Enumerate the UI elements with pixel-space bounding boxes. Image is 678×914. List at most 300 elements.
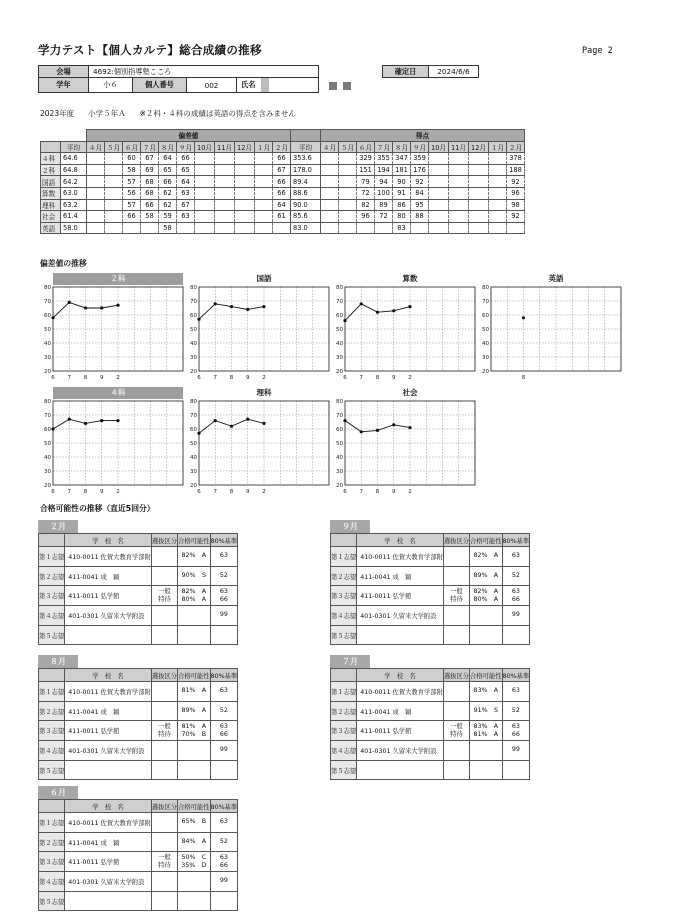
choice-rank: 第５志望 [331, 625, 357, 645]
venue-value: 4692:個別指導塾こころ [89, 66, 319, 78]
criterion-value [210, 760, 238, 780]
selection-type [151, 566, 177, 586]
dev-cell [87, 222, 105, 234]
score-average: 88.6 [291, 187, 321, 199]
criterion-header: 80%基準 [502, 534, 530, 547]
score-cell: 84 [411, 187, 429, 199]
dev-average: 63.2 [61, 199, 87, 211]
grade-value: 小６ [89, 78, 133, 93]
score-row [41, 176, 525, 188]
month-header: ７月 [141, 141, 159, 153]
chart-plot [330, 273, 490, 383]
score-cell [469, 211, 489, 223]
criterion-header: 80%基準 [210, 800, 238, 813]
subject-label: 理科 [41, 199, 61, 211]
selection-header: 選抜区分 [151, 800, 177, 813]
score-cell [339, 164, 357, 176]
y-tick-label: 20 [44, 483, 51, 489]
choice-rank: 第４志望 [39, 606, 65, 626]
score-cell [321, 211, 339, 223]
y-tick-label: 60 [44, 313, 51, 319]
score-cell: 92 [507, 211, 525, 223]
pass-possibility [178, 625, 210, 645]
selection-type: 一般 特待 [151, 852, 177, 872]
deviation-chart [184, 273, 344, 383]
school-name: 411-0041 成 穎 [65, 701, 152, 721]
selection-header: 選抜区分 [443, 669, 469, 682]
y-tick-label: 70 [482, 299, 489, 305]
month-header: 10月 [195, 141, 215, 153]
choice-rank: 第１志望 [39, 682, 65, 702]
criterion-value: 52 [210, 832, 238, 852]
dev-cell: 69 [141, 164, 159, 176]
school-header: 学 校 名 [65, 800, 152, 813]
pass-row [39, 741, 238, 761]
dev-average: 63.0 [61, 187, 87, 199]
chart-plot [38, 387, 198, 497]
dev-average: 61.4 [61, 211, 87, 223]
criterion-header: 80%基準 [210, 669, 238, 682]
y-tick-label: 20 [190, 483, 197, 489]
dev-average: 64.2 [61, 176, 87, 188]
selection-type [443, 760, 469, 780]
criterion-value: 63 [210, 547, 238, 567]
dev-cell [235, 164, 255, 176]
id-value: 002 [187, 78, 237, 93]
choice-rank: 第３志望 [39, 852, 65, 872]
score-average: 178.0 [291, 164, 321, 176]
x-tick-label: 8 [375, 375, 380, 381]
dev-cell [195, 164, 215, 176]
score-cell: 86 [393, 199, 411, 211]
selection-type: 一般 特待 [151, 586, 177, 606]
y-tick-label: 20 [336, 483, 343, 489]
choice-rank: 第２志望 [39, 566, 65, 586]
dev-cell [235, 199, 255, 211]
chart-title: ２科 [53, 273, 183, 285]
month-header: 10月 [429, 141, 449, 153]
pass-possibility: 83% A 81% A [470, 721, 502, 741]
data-point [360, 302, 363, 305]
y-tick-label: 80 [44, 399, 51, 405]
data-point [392, 423, 395, 426]
dev-cell [235, 153, 255, 165]
choice-rank: 第３志望 [39, 721, 65, 741]
dev-average: 64.6 [61, 153, 87, 165]
dev-cell [235, 187, 255, 199]
school-name: 401-0301 久留米大学附設 [65, 741, 152, 761]
chart-plot [38, 273, 198, 383]
month-header: ４月 [321, 141, 339, 153]
pass-possibility [470, 606, 502, 626]
month-header: 12月 [469, 141, 489, 153]
avg-header: 平均 [61, 141, 87, 153]
dev-cell [215, 211, 235, 223]
x-tick-label: 2 [262, 489, 266, 495]
pass-possibility [470, 760, 502, 780]
criterion-value: 63 66 [502, 721, 530, 741]
choice-rank: 第５志望 [39, 891, 65, 911]
deviation-chart [330, 387, 490, 497]
selection-type [443, 701, 469, 721]
score-cell [339, 211, 357, 223]
criterion-value: 99 [210, 741, 238, 761]
dev-cell [235, 176, 255, 188]
dev-cell [123, 222, 141, 234]
x-tick-label: 7 [213, 375, 217, 381]
score-cell [469, 176, 489, 188]
score-cell [429, 199, 449, 211]
criterion-value [210, 625, 238, 645]
dev-cell [105, 199, 123, 211]
school-name: 411-0041 成 穎 [65, 832, 152, 852]
school-name: 411-0011 弘学館 [65, 586, 152, 606]
dev-cell [141, 222, 159, 234]
year: 2023年度 [40, 109, 75, 118]
dev-cell: 59 [159, 211, 177, 223]
data-point [51, 316, 54, 319]
school-name: 411-0041 成 穎 [357, 566, 444, 586]
score-cell: 151 [357, 164, 375, 176]
course: 小学５年Ａ [88, 109, 126, 118]
score-cell [429, 222, 449, 234]
data-point [84, 422, 87, 425]
score-cell [489, 187, 507, 199]
score-row [41, 222, 525, 234]
pass-row [39, 721, 238, 741]
score-cell: 92 [411, 176, 429, 188]
y-tick-label: 50 [190, 441, 197, 447]
dev-cell [105, 176, 123, 188]
score-average: 83.0 [291, 222, 321, 234]
score-row [41, 164, 525, 176]
x-tick-label: 7 [359, 375, 363, 381]
score-cell [339, 176, 357, 188]
pass-table [330, 668, 530, 780]
selection-type [443, 625, 469, 645]
y-tick-label: 60 [336, 313, 343, 319]
pass-possibility: 84% A [178, 832, 210, 852]
y-tick-label: 40 [336, 341, 343, 347]
pass-row [39, 813, 238, 833]
choice-rank: 第３志望 [39, 586, 65, 606]
dev-cell: 66 [273, 153, 291, 165]
pass-possibility [178, 872, 210, 892]
pass-possibility [470, 625, 502, 645]
school-name: 401-0301 久留米大学附設 [357, 741, 444, 761]
data-point [68, 301, 71, 304]
y-tick-label: 20 [336, 369, 343, 375]
student-info-table [38, 65, 479, 93]
dev-cell [87, 211, 105, 223]
dev-cell: 66 [177, 153, 195, 165]
month-header: 11月 [215, 141, 235, 153]
data-point [197, 432, 200, 435]
chart-title: 英語 [548, 274, 564, 283]
x-tick-label: 8 [375, 489, 380, 495]
score-row [41, 211, 525, 223]
choice-rank: 第５志望 [39, 760, 65, 780]
pass-row [331, 586, 530, 606]
data-point [116, 419, 119, 422]
dev-cell: 63 [177, 187, 195, 199]
pass-table [38, 799, 238, 911]
dev-group-header: 偏差値 [87, 130, 291, 142]
score-cell: 82 [357, 199, 375, 211]
pass-row [331, 760, 530, 780]
dev-cell: 64 [159, 153, 177, 165]
dev-cell [273, 222, 291, 234]
selection-type [151, 682, 177, 702]
y-tick-label: 50 [336, 441, 343, 447]
school-header: 学 校 名 [357, 534, 444, 547]
criterion-value: 52 [502, 566, 530, 586]
school-name [65, 625, 152, 645]
school-header: 学 校 名 [65, 669, 152, 682]
y-tick-label: 20 [190, 369, 197, 375]
selection-type [443, 682, 469, 702]
confirm-label: 確定日 [383, 66, 429, 78]
dev-cell: 57 [123, 199, 141, 211]
pass-table [38, 533, 238, 645]
data-point [360, 430, 363, 433]
school-name: 410-0011 佐賀大教育学部附 [357, 547, 444, 567]
pass-possibility: 83% A [470, 682, 502, 702]
y-tick-label: 80 [190, 399, 197, 405]
score-table [40, 129, 525, 234]
score-cell: 188 [507, 164, 525, 176]
criterion-header: 80%基準 [502, 669, 530, 682]
selection-type [151, 891, 177, 911]
score-cell [469, 164, 489, 176]
score-cell: 83 [393, 222, 411, 234]
score-cell [469, 199, 489, 211]
choice-rank: 第２志望 [331, 566, 357, 586]
y-tick-label: 30 [336, 355, 343, 361]
choice-rank: 第１志望 [331, 547, 357, 567]
score-cell: 72 [375, 211, 393, 223]
subject-label: 国語 [41, 176, 61, 188]
month-header: ２月 [507, 141, 525, 153]
dev-cell [105, 153, 123, 165]
month-header: １月 [255, 141, 273, 153]
avg-header: 平均 [291, 141, 321, 153]
score-cell: 88 [411, 211, 429, 223]
dev-cell: 68 [141, 187, 159, 199]
y-tick-label: 60 [482, 313, 489, 319]
month-header: ９月 [177, 141, 195, 153]
x-tick-label: 8 [83, 375, 88, 381]
venue-label: 会場 [39, 66, 89, 78]
dev-cell: 63 [177, 211, 195, 223]
criterion-value: 63 66 [210, 852, 238, 872]
dev-average: 64.8 [61, 164, 87, 176]
score-cell: 98 [507, 199, 525, 211]
score-cell: 378 [507, 153, 525, 165]
dev-cell [87, 164, 105, 176]
dev-cell: 66 [141, 199, 159, 211]
criterion-value: 63 [210, 682, 238, 702]
subject-label: ４科 [41, 153, 61, 165]
selection-type [151, 625, 177, 645]
chart-title: 理科 [256, 388, 272, 397]
dev-cell [177, 222, 195, 234]
data-point [343, 419, 346, 422]
data-point [262, 422, 265, 425]
score-cell [429, 164, 449, 176]
dev-cell [105, 164, 123, 176]
school-name: 410-0011 佐賀大教育学部附 [65, 813, 152, 833]
choice-rank: 第２志望 [39, 701, 65, 721]
month-header: ５月 [105, 141, 123, 153]
score-cell: 94 [375, 176, 393, 188]
subject-label: 社会 [41, 211, 61, 223]
criterion-value [210, 891, 238, 911]
data-point [246, 308, 249, 311]
criterion-value: 63 66 [210, 721, 238, 741]
score-cell [449, 211, 469, 223]
selection-type [443, 741, 469, 761]
month-header: ９月 [411, 141, 429, 153]
pass-possibility: 82% A [470, 547, 502, 567]
x-tick-label: 7 [359, 489, 363, 495]
deviation-chart [38, 273, 198, 383]
pass-row [39, 606, 238, 626]
selection-type: 一般 特待 [443, 721, 469, 741]
x-tick-label: 7 [67, 375, 71, 381]
dev-cell [105, 211, 123, 223]
dev-cell [255, 222, 273, 234]
pass-possibility: 82% A 80% A [178, 586, 210, 606]
pass-row [39, 682, 238, 702]
data-point [262, 305, 265, 308]
x-tick-label: 2 [408, 489, 412, 495]
dev-cell: 66 [159, 176, 177, 188]
pass-table [38, 668, 238, 780]
y-tick-label: 40 [190, 455, 197, 461]
school-name: 411-0011 弘学館 [357, 721, 444, 741]
school-name: 411-0041 成 穎 [357, 701, 444, 721]
score-cell: 89 [375, 199, 393, 211]
data-point [116, 304, 119, 307]
pass-possibility: 91% S [470, 701, 502, 721]
x-tick-label: 9 [100, 489, 104, 495]
score-cell [321, 153, 339, 165]
score-cell [375, 222, 393, 234]
month-header: ８月 [159, 141, 177, 153]
dev-cell: 58 [159, 222, 177, 234]
y-tick-label: 50 [482, 327, 489, 333]
pass-row [39, 852, 238, 872]
score-cell [339, 187, 357, 199]
x-tick-label: 9 [392, 375, 396, 381]
dev-cell: 64 [273, 199, 291, 211]
dev-cell: 68 [141, 176, 159, 188]
choice-rank: 第１志望 [39, 547, 65, 567]
x-tick-label: 6 [51, 375, 55, 381]
dev-cell: 58 [123, 164, 141, 176]
selection-type [151, 813, 177, 833]
score-cell [429, 176, 449, 188]
subject-label: 英語 [41, 222, 61, 234]
month-tab: ６月 [38, 786, 78, 799]
possibility-header: 合格可能性 [178, 669, 210, 682]
school-name [65, 891, 152, 911]
choice-rank: 第４志望 [39, 872, 65, 892]
score-cell: 96 [507, 187, 525, 199]
page-title: 学力テスト【個人カルテ】総合成績の推移 [38, 43, 262, 57]
school-name: 410-0011 佐賀大教育学部附 [65, 547, 152, 567]
dev-cell [87, 176, 105, 188]
score-cell [339, 199, 357, 211]
possibility-header: 合格可能性 [470, 534, 502, 547]
choice-rank: 第１志望 [39, 813, 65, 833]
score-cell [507, 222, 525, 234]
score-cell [339, 153, 357, 165]
score-average: 353.6 [291, 153, 321, 165]
score-cell [489, 153, 507, 165]
pass-row [39, 701, 238, 721]
charts-title: 偏差値の推移 [40, 259, 87, 268]
y-tick-label: 80 [44, 285, 51, 291]
criterion-value: 52 [502, 701, 530, 721]
pass-row [331, 547, 530, 567]
possibility-header: 合格可能性 [178, 534, 210, 547]
x-tick-label: 2 [408, 375, 412, 381]
pass-possibility: 90% S [178, 566, 210, 586]
school-name [357, 625, 444, 645]
score-cell: 347 [393, 153, 411, 165]
y-tick-label: 30 [44, 355, 51, 361]
school-header: 学 校 名 [357, 669, 444, 682]
name-redaction [261, 78, 269, 92]
data-point [214, 302, 217, 305]
x-tick-label: 2 [262, 375, 266, 381]
dev-cell [255, 187, 273, 199]
choice-rank: 第４志望 [39, 741, 65, 761]
y-tick-label: 30 [336, 469, 343, 475]
score-cell [429, 153, 449, 165]
chart-plot [330, 387, 490, 497]
deviation-chart [476, 273, 636, 383]
month-tab: ７月 [330, 655, 370, 668]
pass-row [39, 872, 238, 892]
data-point [408, 305, 411, 308]
data-point [343, 319, 346, 322]
month-header: ６月 [123, 141, 141, 153]
score-cell [489, 176, 507, 188]
subheader [40, 108, 310, 119]
x-tick-label: 8 [229, 375, 234, 381]
score-average: 90.0 [291, 199, 321, 211]
dev-average: 58.0 [61, 222, 87, 234]
dev-cell [195, 211, 215, 223]
score-cell: 355 [375, 153, 393, 165]
criterion-value: 99 [502, 741, 530, 761]
school-name: 411-0011 弘学館 [65, 721, 152, 741]
dev-cell: 66 [123, 211, 141, 223]
pass-row [39, 760, 238, 780]
dev-cell [215, 222, 235, 234]
pass-row [39, 586, 238, 606]
selection-type: 一般 特待 [443, 586, 469, 606]
data-point [84, 306, 87, 309]
selection-header: 選抜区分 [151, 534, 177, 547]
score-cell: 194 [375, 164, 393, 176]
y-tick-label: 50 [44, 441, 51, 447]
chart-title: 算数 [402, 274, 418, 283]
pass-possibility [178, 741, 210, 761]
